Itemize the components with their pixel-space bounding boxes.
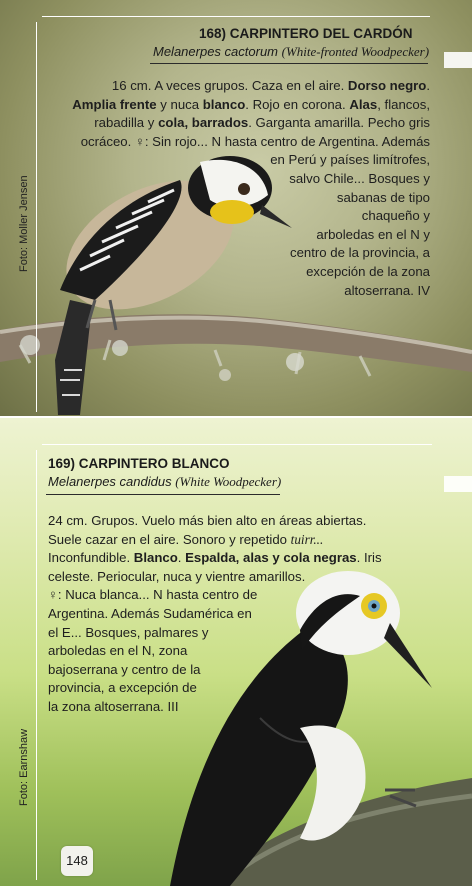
description-text-run: . Iris (356, 550, 382, 566)
page-edge-tab (444, 52, 472, 68)
description-text-run: rabadilla y (94, 115, 159, 131)
description-line (48, 624, 438, 643)
description-text-run: altoserrana. IV (344, 282, 430, 298)
description-text-run: la zona altoserrana. III (48, 698, 179, 714)
description-line (30, 263, 430, 282)
species-title: 168) CARPINTERO DEL CARDÓN (199, 26, 413, 41)
scientific-name-line (48, 474, 281, 490)
description-text-run: , flancos, (377, 96, 430, 112)
description-text-run: salvo Chile... Bosques y (289, 170, 430, 186)
description-text-run: 24 cm. Grupos. Vuelo más bien alto en áreas abiertas. (48, 513, 367, 528)
description-line (48, 679, 438, 698)
title-rule (150, 63, 428, 64)
description-text-run: Alas (349, 96, 378, 112)
description-text-run: arboledas en el N, zona (48, 643, 188, 659)
description-line (30, 170, 430, 189)
description-text-run: ocráceo. ♀: Sin rojo... N hasta centro de Argentina. Además (80, 133, 430, 149)
description-text-run: centro de la provincia, a (289, 245, 430, 261)
description-text-run: Inconfundible. (48, 550, 134, 566)
description-line (30, 282, 430, 301)
description-line (48, 642, 438, 661)
description-line (30, 207, 430, 226)
description-text-run: cola, barrados (158, 115, 249, 131)
description-text-run: Suele cazar en el aire. Sonoro y repetido (48, 531, 291, 547)
description-line (30, 226, 430, 245)
description-text-run: arboledas en el N y (316, 226, 430, 242)
scientific-name-line (153, 44, 429, 60)
description-text-run: . (426, 78, 430, 93)
description-line (30, 114, 430, 133)
scientific-name: Melanerpes cactorum (153, 44, 278, 59)
english-common-name: (White Woodpecker) (175, 474, 282, 489)
description-line (30, 96, 430, 115)
frame-left-line (36, 450, 37, 880)
description-line (48, 605, 438, 624)
description-text-run: Dorso negro (347, 78, 427, 93)
description-line (48, 661, 438, 680)
description-line (48, 586, 438, 605)
frame-top-line (42, 16, 430, 17)
english-common-name: (White-fronted Woodpecker) (281, 44, 430, 59)
description-line (30, 77, 430, 96)
species-description (30, 77, 430, 300)
species-title: 169) CARPINTERO BLANCO (48, 456, 230, 471)
description-text-run: Amplia frente (72, 96, 157, 112)
description-text-run: blanco (202, 96, 246, 112)
photo-credit: Foto: Moller Jensen (18, 175, 30, 272)
description-text-run: Blanco (133, 550, 178, 566)
description-text-run: bajoserrana y centro de la (48, 661, 201, 677)
description-text-run: ♀: Nuca blanca... N hasta centro de (48, 587, 258, 603)
description-line (30, 189, 430, 208)
frame-top-line (42, 444, 432, 445)
description-text-run: chaqueño y (361, 208, 430, 224)
description-text-run: el E... Bosques, palmares y (48, 624, 209, 640)
description-text-run: sabanas de tipo (336, 189, 430, 205)
description-line (48, 531, 438, 550)
photo-credit: Foto: Earnshaw (18, 728, 30, 806)
description-line (48, 698, 438, 717)
description-text-run: tuirr... (290, 531, 324, 547)
description-text-run: 16 cm. A veces grupos. Caza en el aire. (111, 78, 348, 93)
description-line (48, 568, 438, 587)
title-rule (46, 494, 280, 495)
description-text-run: . Rojo en corona. (245, 96, 350, 112)
species-description (48, 512, 438, 717)
description-text-run: provincia, a excepción de (48, 680, 197, 696)
description-text-run: excepción de la zona (306, 263, 430, 279)
description-line (48, 549, 438, 568)
scientific-name: Melanerpes candidus (48, 474, 172, 489)
description-line (30, 133, 430, 152)
description-line (30, 244, 430, 263)
description-text-run: . Garganta amarilla. Pecho gris (248, 115, 430, 131)
species-panel-168 (0, 0, 472, 418)
description-text-run: Argentina. Además Sudamérica en (48, 605, 252, 621)
description-line (48, 512, 438, 531)
page-number: 148 (61, 846, 93, 876)
page-edge-tab (444, 476, 472, 492)
description-text-run: Espalda, alas y cola negras (185, 550, 357, 566)
description-text-run: . (177, 550, 186, 566)
description-text-run: y nuca (156, 96, 203, 112)
description-text-run: en Perú y países limítrofes, (270, 152, 430, 168)
description-text-run: celeste. Periocular, nuca y vientre amarillos. (48, 568, 306, 584)
description-line (30, 151, 430, 170)
